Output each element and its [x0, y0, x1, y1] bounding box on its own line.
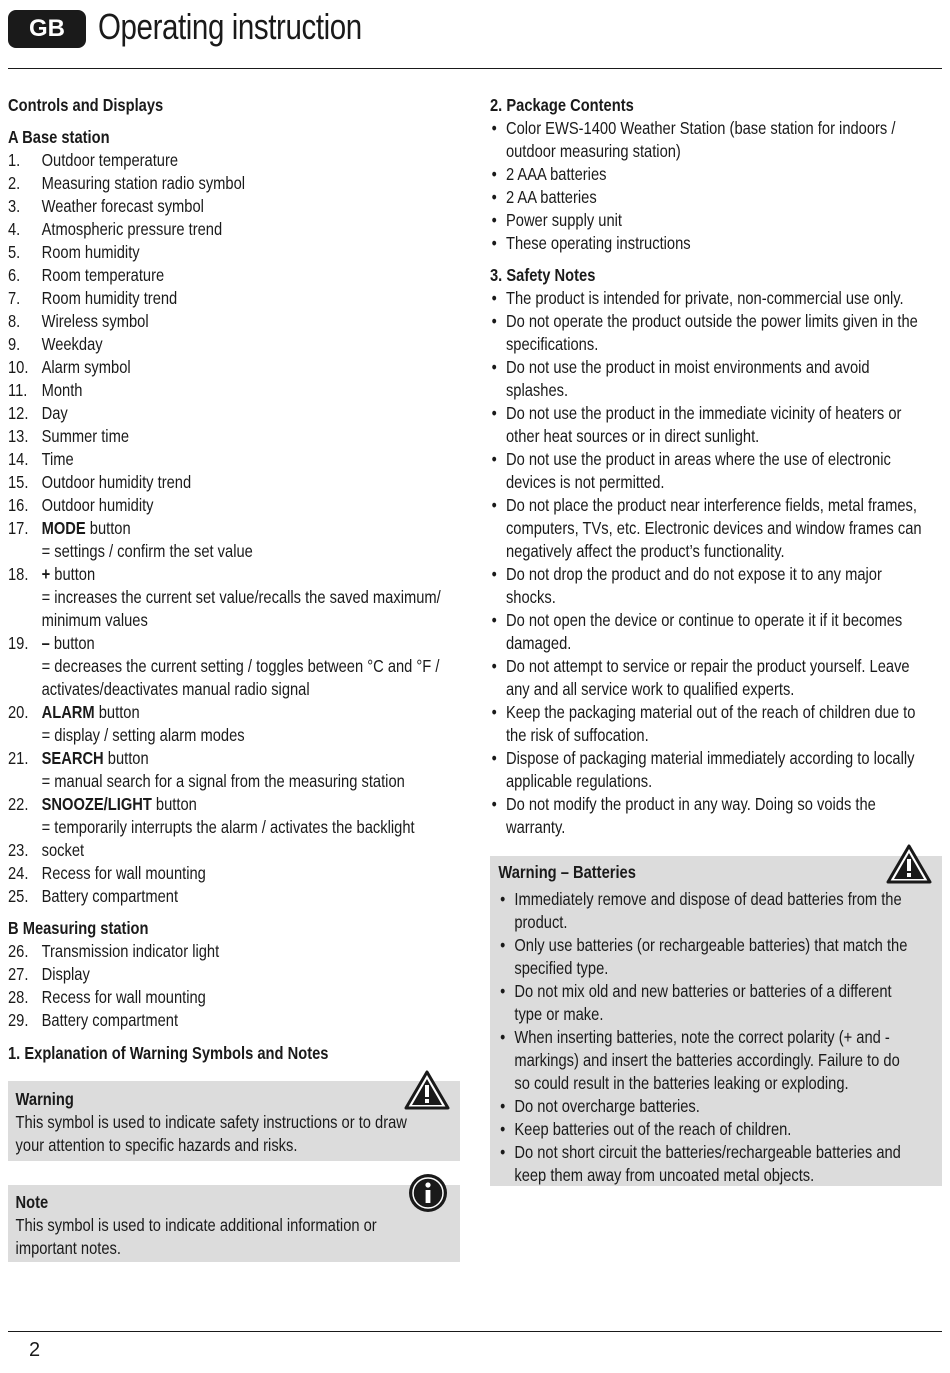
package-contents-list [490, 117, 927, 255]
item-number: 21. [8, 748, 29, 768]
item-label: button [49, 633, 95, 653]
item-number: 20. [8, 702, 29, 722]
list-item [8, 379, 460, 402]
item-number: 19. [8, 633, 29, 653]
item-number: 18. [8, 564, 29, 584]
item-number: 4. [8, 219, 21, 239]
item-label: Transmission indicator light [41, 941, 220, 961]
button-name: + [41, 564, 51, 584]
bullet-item: • 2 AAA batteries [490, 163, 927, 186]
bullet-item: • Keep batteries out of the reach of children. [498, 1118, 918, 1141]
language-badge: GB [8, 10, 86, 48]
list-item [8, 241, 460, 264]
base-station-list [8, 149, 460, 908]
list-item [8, 149, 460, 172]
item-description: = settings / confirm the set value [41, 541, 253, 561]
item-description: = decreases the current setting / toggles between °C and °F / activates/deactivates manual radio signal [41, 656, 440, 699]
list-item [8, 310, 460, 333]
page-header [8, 8, 942, 69]
list-item [8, 701, 460, 747]
item-label: Outdoor humidity trend [41, 472, 192, 492]
item-number: 12. [8, 403, 29, 423]
item-number: 24. [8, 863, 29, 883]
item-number: 16. [8, 495, 29, 515]
item-number: 1. [8, 150, 21, 170]
item-label: Outdoor humidity [41, 495, 154, 515]
bullet-item: • These operating instructions [490, 232, 927, 255]
item-number: 9. [8, 334, 21, 354]
list-item [8, 172, 460, 195]
button-name: SEARCH [41, 748, 104, 768]
item-number: 3. [8, 196, 21, 216]
base-station-title: A Base station [8, 127, 110, 147]
list-item [8, 986, 460, 1009]
warning-text: This symbol is used to indicate safety instructions or to draw your attention to specific hazards and risks. [15, 1112, 407, 1155]
list-item [8, 1009, 460, 1032]
item-number: 22. [8, 794, 29, 814]
item-label: button [103, 748, 149, 768]
list-item [8, 287, 460, 310]
section2-title: 2. Package Contents [490, 95, 634, 115]
list-item [8, 356, 460, 379]
item-label: socket [41, 840, 85, 860]
bullet-item: • Do not place the product near interference fields, metal frames, computers, TVs, etc. Electronic devices and window frames can negatively affect the product’s functionality. [490, 494, 935, 563]
list-item [8, 264, 460, 287]
bullet-item: • Immediately remove and dispose of dead batteries from the product. [498, 888, 918, 934]
section3-title: 3. Safety Notes [490, 265, 596, 285]
list-item [8, 471, 460, 494]
list-item [8, 517, 460, 563]
button-name: SNOOZE/LIGHT [41, 794, 152, 814]
item-number: 10. [8, 357, 29, 377]
warning-triangle-icon [404, 1069, 450, 1116]
batteries-title: Warning – Batteries [498, 862, 636, 882]
item-label: Room temperature [41, 265, 165, 285]
page-number: 2 [29, 1339, 41, 1361]
list-item [8, 862, 460, 885]
list-item [8, 333, 460, 356]
bullet-item: • Do not attempt to service or repair the product yourself. Leave any and all service work to qualified experts. [490, 655, 935, 701]
note-title: Note [15, 1192, 49, 1212]
note-text: This symbol is used to indicate additional information or important notes. [15, 1215, 377, 1258]
bullet-item: • Do not mix old and new batteries or batteries of a different type or make. [498, 980, 918, 1026]
button-name: MODE [41, 518, 86, 538]
item-number: 29. [8, 1010, 29, 1030]
bullet-item: • The product is intended for private, non-commercial use only. [490, 287, 935, 310]
item-label: Display [41, 964, 90, 984]
item-number: 13. [8, 426, 29, 446]
item-label: Time [41, 449, 74, 469]
list-item [8, 632, 460, 701]
item-number: 26. [8, 941, 29, 961]
item-label: Room humidity [41, 242, 140, 262]
bullet-item: • Do not drop the product and do not expose it to any major shocks. [490, 563, 935, 609]
item-description: = manual search for a signal from the measuring station [41, 771, 405, 791]
item-label: Summer time [41, 426, 129, 446]
item-label: Weather forecast symbol [41, 196, 204, 216]
list-item [8, 963, 460, 986]
item-label: button [85, 518, 131, 538]
item-label: button [50, 564, 96, 584]
item-label: Recess for wall mounting [41, 863, 206, 883]
list-item [8, 793, 460, 839]
item-description: = temporarily interrupts the alarm / activates the backlight [41, 817, 415, 837]
item-number: 5. [8, 242, 21, 262]
bullet-item: • Do not open the device or continue to operate it if it becomes damaged. [490, 609, 935, 655]
list-item [8, 402, 460, 425]
safety-notes-list [490, 287, 935, 839]
info-icon [407, 1172, 449, 1219]
list-item [8, 563, 460, 632]
warning-triangle-icon [886, 843, 932, 890]
item-label: button [94, 702, 140, 722]
list-item [8, 494, 460, 517]
controls-title: Controls and Displays [8, 95, 164, 115]
measuring-station-title: B Measuring station [8, 918, 149, 938]
item-number: 27. [8, 964, 29, 984]
warning-title: Warning [15, 1089, 74, 1109]
bullet-item: • Do not overcharge batteries. [498, 1095, 918, 1118]
right-column [490, 94, 942, 839]
item-label: Month [41, 380, 83, 400]
left-column [8, 94, 460, 1065]
footer-rule [8, 1331, 942, 1332]
button-name: ALARM [41, 702, 95, 722]
list-item [8, 885, 460, 908]
bullet-item: • Color EWS-1400 Weather Station (base station for indoors / outdoor measuring station) [490, 117, 927, 163]
item-number: 8. [8, 311, 21, 331]
batteries-list [498, 888, 918, 1187]
bullet-item: • Do not use the product in the immediate vicinity of heaters or other heat sources or in direct sunlight. [490, 402, 935, 448]
bullet-item: • Do not use the product in moist environments and avoid splashes. [490, 356, 935, 402]
item-label: Battery compartment [41, 1010, 179, 1030]
item-label: Weekday [41, 334, 103, 354]
bullet-item: • Do not use the product in areas where the use of electronic devices is not permitted. [490, 448, 935, 494]
button-name: – [41, 633, 50, 653]
bullet-item: • Do not operate the product outside the power limits given in the specifications. [490, 310, 935, 356]
item-number: 6. [8, 265, 21, 285]
item-label: Alarm symbol [41, 357, 131, 377]
section1-title: 1. Explanation of Warning Symbols and Notes [8, 1043, 329, 1063]
page-title: Operating instruction [98, 6, 362, 47]
list-item [8, 448, 460, 471]
item-number: 7. [8, 288, 21, 308]
list-item [8, 940, 460, 963]
item-label: button [151, 794, 197, 814]
item-number: 28. [8, 987, 29, 1007]
list-item [8, 747, 460, 793]
item-label: Outdoor temperature [41, 150, 179, 170]
list-item [8, 195, 460, 218]
item-number: 15. [8, 472, 29, 492]
item-number: 23. [8, 840, 29, 860]
list-item [8, 425, 460, 448]
item-description: = display / setting alarm modes [41, 725, 245, 745]
bullet-item: • Do not modify the product in any way. Doing so voids the warranty. [490, 793, 935, 839]
item-number: 25. [8, 886, 29, 906]
item-description: = increases the current set value/recalls the saved maximum/ minimum values [41, 587, 441, 630]
bullet-item: • When inserting batteries, note the correct polarity (+ and - markings) and insert the batteries accordingly. Failure to do so could result in the batteries leaking or exploding. [498, 1026, 918, 1095]
list-item [8, 839, 460, 862]
item-number: 11. [8, 380, 28, 400]
bullet-item: • Dispose of packaging material immediately according to locally applicable regulations. [490, 747, 935, 793]
item-label: Day [41, 403, 68, 423]
item-label: Recess for wall mounting [41, 987, 206, 1007]
bullet-item: • Do not short circuit the batteries/rechargeable batteries and keep them away from uncoated metal objects. [498, 1141, 918, 1187]
batteries-warning-box [490, 856, 942, 1186]
item-label: Wireless symbol [41, 311, 149, 331]
bullet-item: • Power supply unit [490, 209, 927, 232]
item-label: Measuring station radio symbol [41, 173, 246, 193]
bullet-item: • Keep the packaging material out of the reach of children due to the risk of suffocation. [490, 701, 935, 747]
warning-box [8, 1081, 460, 1161]
note-box [8, 1185, 460, 1262]
list-item [8, 218, 460, 241]
bullet-item: • 2 AA batteries [490, 186, 927, 209]
item-label: Battery compartment [41, 886, 179, 906]
item-label: Atmospheric pressure trend [41, 219, 223, 239]
item-number: 14. [8, 449, 29, 469]
measuring-station-list [8, 940, 460, 1032]
item-number: 17. [8, 518, 29, 538]
item-label: Room humidity trend [41, 288, 178, 308]
bullet-item: • Only use batteries (or rechargeable batteries) that match the specified type. [498, 934, 918, 980]
item-number: 2. [8, 173, 21, 193]
